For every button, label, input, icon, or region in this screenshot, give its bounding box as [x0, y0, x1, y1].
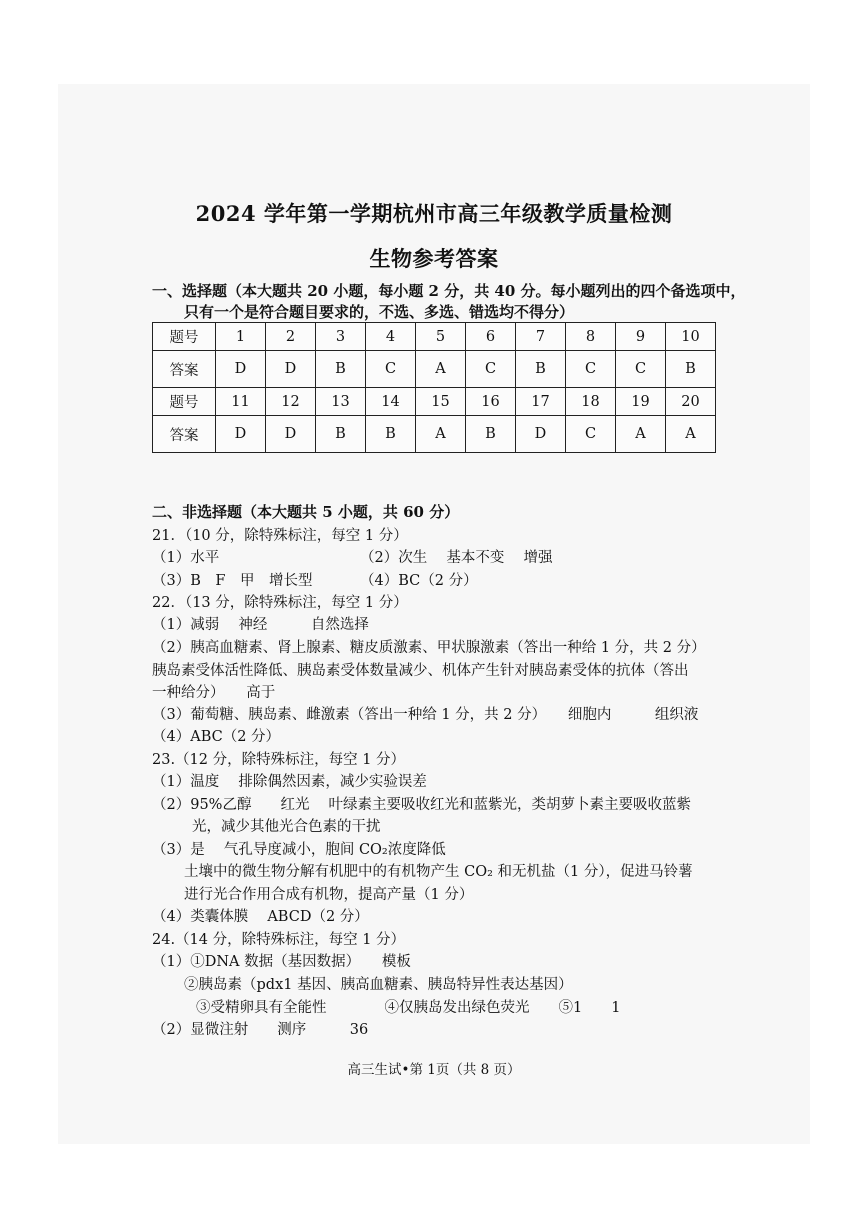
table-cell: A: [616, 416, 666, 453]
table-cell: 题号: [153, 323, 216, 351]
answer-table: [152, 322, 716, 453]
table-cell: B: [666, 351, 716, 388]
q23-part2-cont: 光，减少其他光合色素的干扰: [192, 819, 381, 835]
table-cell: C: [616, 351, 666, 388]
table-cell: C: [566, 351, 616, 388]
table-cell: 12: [266, 388, 316, 416]
q22-part1: （1）减弱 神经 自然选择: [152, 617, 369, 633]
q24-part1-cont: ②胰岛素（pdx1 基因、胰高血糖素、胰岛特异性表达基因）: [184, 977, 573, 993]
table-cell: 13: [316, 388, 366, 416]
q23-part3: （3）是 气孔导度减小，胞间 CO₂浓度降低: [152, 842, 446, 858]
table-cell: B: [316, 416, 366, 453]
table-cell: B: [316, 351, 366, 388]
q23-part1: （1）温度 排除偶然因素，减少实验误差: [152, 774, 427, 790]
section2-heading: 二、非选择题（本大题共 5 小题，共 60 分）: [152, 503, 460, 521]
q24-part1-cont2: ③受精卵具有全能性 ④仅胰岛发出绿色荧光 ⑤1 1: [196, 1000, 621, 1016]
table-row: [153, 388, 716, 416]
table-cell: 20: [666, 388, 716, 416]
table-cell: D: [266, 416, 316, 453]
q21-part2: （2）次生 基本不变 增强: [360, 550, 553, 566]
q22-part3: （3）葡萄糖、胰岛素、雌激素（答出一种给 1 分，共 2 分） 细胞内 组织液: [152, 707, 699, 723]
table-cell: 题号: [153, 388, 216, 416]
table-cell: 15: [416, 388, 466, 416]
q22-part2-cont: 胰岛素受体活性降低、胰岛素受体数量减少、机体产生针对胰岛素受体的抗体（答出: [152, 663, 689, 679]
q22-part2-cont2: 一种给分） 高于: [152, 685, 276, 701]
page-footer: 高三生试•第 1页（共 8 页）: [347, 1062, 521, 1078]
section1-heading-line2: 只有一个是符合题目要求的，不选、多选、错选均不得分）: [184, 303, 575, 321]
table-cell: 11: [216, 388, 266, 416]
table-cell: 10: [666, 323, 716, 351]
section1-heading-line1: 一、选择题（本大题共 20 小题，每小题 2 分，共 40 分。每小题列出的四个备选项中，: [152, 282, 746, 300]
table-cell: 2: [266, 323, 316, 351]
table-cell: D: [516, 416, 566, 453]
q24-part2: （2）显微注射 测序 36: [152, 1022, 369, 1038]
table-cell: A: [666, 416, 716, 453]
q21-part3: （3）B F 甲 增长型: [152, 573, 313, 589]
table-cell: B: [516, 351, 566, 388]
table-cell: 5: [416, 323, 466, 351]
q22-header: 22．（13 分，除特殊标注，每空 1 分）: [152, 595, 408, 611]
q23-part3-cont2: 进行光合作用合成有机物，提高产量（1 分）: [184, 887, 474, 903]
table-cell: B: [366, 416, 416, 453]
table-cell: B: [466, 416, 516, 453]
table-cell: C: [366, 351, 416, 388]
table-cell: 3: [316, 323, 366, 351]
q22-part4: （4）ABC（2 分）: [152, 729, 281, 745]
q24-header: 24.（14 分，除特殊标注，每空 1 分）: [152, 932, 406, 948]
table-cell: 14: [366, 388, 416, 416]
table-cell: 9: [616, 323, 666, 351]
q21-header: 21．（10 分，除特殊标注，每空 1 分）: [152, 528, 408, 544]
table-cell: 6: [466, 323, 516, 351]
table-cell: 1: [216, 323, 266, 351]
table-cell: D: [216, 351, 266, 388]
table-cell: 19: [616, 388, 666, 416]
table-cell: 8: [566, 323, 616, 351]
table-cell: 16: [466, 388, 516, 416]
q23-part2: （2）95%乙醇 红光 叶绿素主要吸收红光和蓝紫光，类胡萝卜素主要吸收蓝紫: [152, 797, 692, 813]
table-cell: A: [416, 416, 466, 453]
table-cell: D: [266, 351, 316, 388]
q23-part4: （4）类囊体膜 ABCD（2 分）: [152, 909, 369, 925]
page-subtitle: 生物参考答案: [369, 246, 499, 271]
q21-part4: （4）BC（2 分）: [360, 573, 478, 589]
table-row: [153, 416, 716, 453]
table-cell: 4: [366, 323, 416, 351]
table-cell: A: [416, 351, 466, 388]
table-cell: 答案: [153, 351, 216, 388]
q22-part2: （2）胰高血糖素、肾上腺素、糖皮质激素、甲状腺激素（答出一种给 1 分，共 2 分）: [152, 640, 706, 656]
table-cell: C: [566, 416, 616, 453]
table-cell: C: [466, 351, 516, 388]
q24-part1: （1）①DNA 数据（基因数据） 模板: [152, 954, 411, 970]
q21-part1: （1）水平: [152, 550, 220, 566]
table-cell: 7: [516, 323, 566, 351]
table-cell: 18: [566, 388, 616, 416]
table-cell: 答案: [153, 416, 216, 453]
page-title: 2024 学年第一学期杭州市高三年级教学质量检测: [195, 201, 673, 226]
table-cell: 17: [516, 388, 566, 416]
table-cell: D: [216, 416, 266, 453]
table-row: [153, 351, 716, 388]
q23-header: 23.（12 分，除特殊标注，每空 1 分）: [152, 752, 406, 768]
table-row: [153, 323, 716, 351]
q23-part3-cont: 土壤中的微生物分解有机肥中的有机物产生 CO₂ 和无机盐（1 分），促进马铃薯: [184, 864, 693, 880]
